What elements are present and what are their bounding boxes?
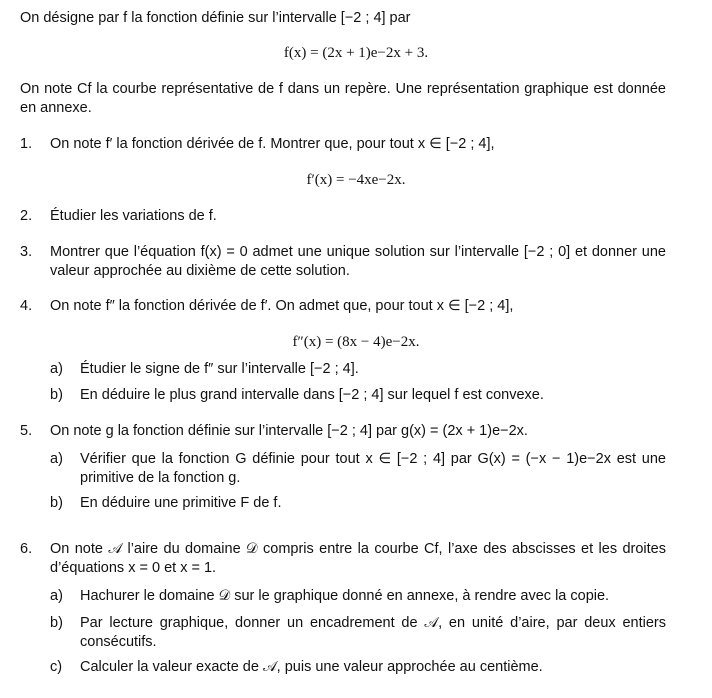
q5a-label: a)	[50, 451, 63, 467]
q4-text: On note f″ la fonction dérivée de f′. On admet que, pour tout x ∈ [−2 ; 4],	[50, 298, 514, 314]
q3-number: 3.	[20, 244, 33, 260]
q6-text: On note 𝒜 l’aire du domaine 𝒟 compris entre la courbe Cf, l’axe des abscisses et les droites d’équations x = 0 et x = 1.	[50, 541, 666, 576]
q6-number: 6.	[20, 541, 33, 557]
q6b-text: Par lecture graphique, donner un encadrement de 𝒜, en unité d’aire, par deux entiers consécutifs.	[80, 615, 666, 650]
q4-formula: f″(x) = (8x − 4)e−2x.	[292, 334, 420, 350]
q5b-label: b)	[50, 495, 63, 511]
q6c-label: c)	[50, 659, 63, 675]
q4b-label: b)	[50, 387, 63, 403]
q6a-label: a)	[50, 588, 63, 604]
q6a-text: Hachurer le domaine 𝒟 sur le graphique donné en annexe, à rendre avec la copie.	[80, 588, 610, 604]
q4-number: 4.	[20, 298, 33, 314]
q1-number: 1.	[20, 136, 33, 152]
q1-text: On note f′ la fonction dérivée de f. Montrer que, pour tout x ∈ [−2 ; 4],	[50, 136, 495, 152]
q1-formula: f′(x) = −4xe−2x.	[306, 172, 406, 188]
q4a-text: Étudier le signe de f″ sur l’intervalle [−2 ; 4].	[80, 361, 359, 377]
q5b-text: En déduire une primitive F de f.	[80, 495, 282, 511]
q6b-label: b)	[50, 615, 63, 631]
q2-text: Étudier les variations de f.	[50, 208, 217, 224]
q5-text: On note g la fonction définie sur l’intervalle [−2 ; 4] par g(x) = (2x + 1)e−2x.	[50, 423, 528, 439]
q5a-text: Vérifier que la fonction G définie pour tout x ∈ [−2 ; 4] par G(x) = (−x − 1)e−2x est une primitive de la fonction g.	[80, 451, 666, 486]
intro-line: On désigne par f la fonction définie sur l’intervalle [−2 ; 4] par	[20, 10, 411, 26]
intro-formula: f(x) = (2x + 1)e−2x + 3.	[283, 45, 429, 61]
q3-text: Montrer que l’équation f(x) = 0 admet une unique solution sur l’intervalle [−2 ; 0] et donner une valeur approchée au dixième de cette solution.	[50, 244, 666, 279]
q6c-text: Calculer la valeur exacte de 𝒜, puis une valeur approchée au centième.	[80, 659, 543, 675]
q4b-text: En déduire le plus grand intervalle dans [−2 ; 4] sur lequel f est convexe.	[80, 387, 544, 403]
q4a-label: a)	[50, 361, 63, 377]
intro-curve-note: On note Cf la courbe représentative de f dans un repère. Une représentation graphique est donnée en annexe.	[20, 81, 666, 116]
q2-number: 2.	[20, 208, 33, 224]
q5-number: 5.	[20, 423, 33, 439]
